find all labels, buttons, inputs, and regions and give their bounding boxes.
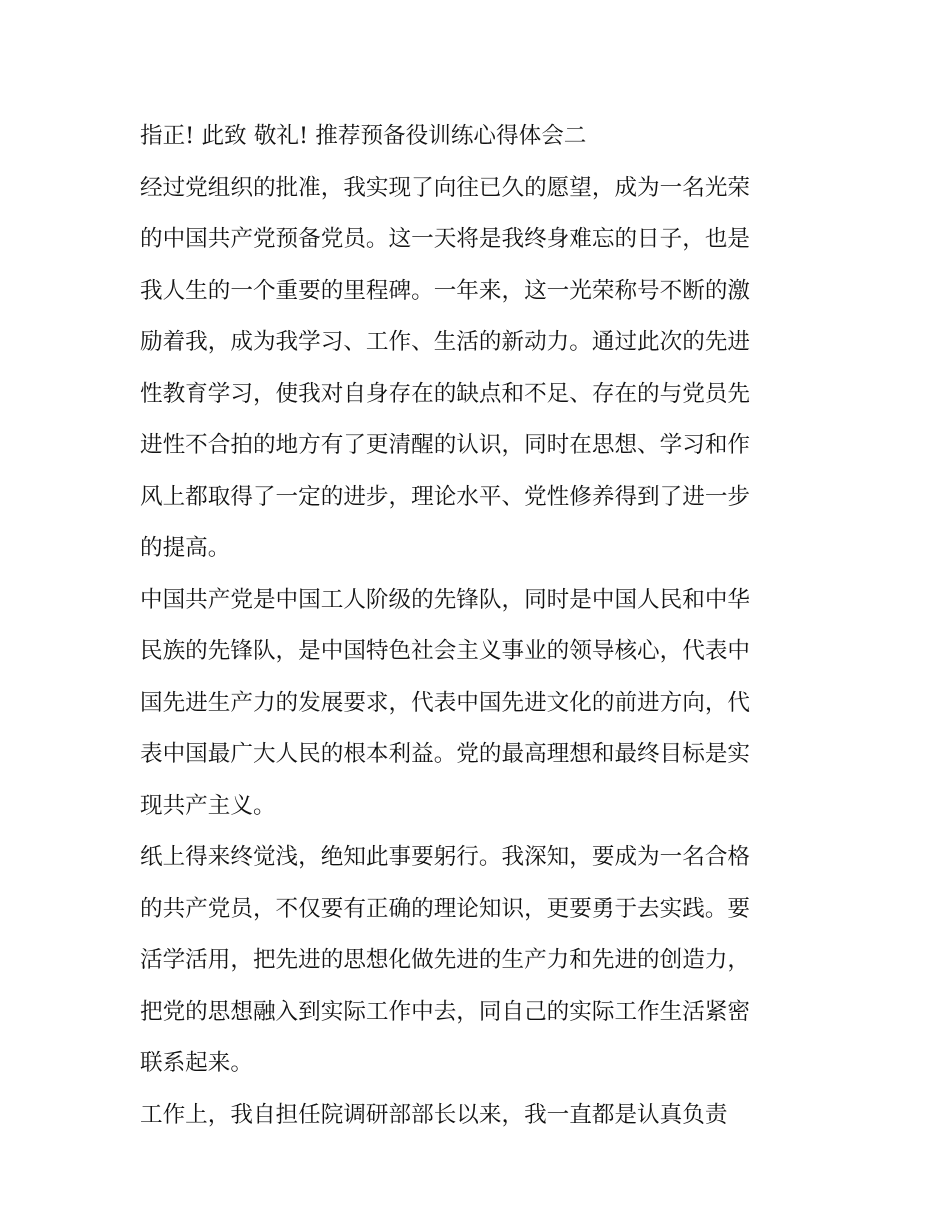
- text-line: 的共产党员，不仅要有正确的理论知识，更要勇于去实践。要: [140, 895, 751, 922]
- text-line: 纸上得来终觉浅，绝知此事要躬行。我深知，要成为一名合格: [140, 844, 751, 870]
- text-line: 的中国共产党预备党员。这一天将是我终身难忘的日子，也是: [140, 226, 751, 252]
- text-line: 活学活用，把先进的思想化做先进的生产力和先进的创造力，: [140, 947, 751, 973]
- text-line: 我人生的一个重要的里程碑。一年来，这一光荣称号不断的激: [140, 277, 751, 304]
- paragraph: [140, 575, 812, 833]
- text-line: 风上都取得了一定的进步，理论水平、党性修养得到了进一步: [140, 483, 751, 510]
- text-line: 现共产主义。: [140, 792, 276, 819]
- paragraph: [140, 163, 812, 575]
- text-line: 民族的先锋队，是中国特色社会主义事业的领导核心，代表中: [140, 638, 751, 664]
- text-line: 联系起来。: [140, 1050, 253, 1076]
- paragraph: [140, 1090, 812, 1142]
- text-line: 把党的思想融入到实际工作中去，同自己的实际工作生活紧密: [140, 998, 751, 1025]
- text-line: 进性不合拍的地方有了更清醒的认识，同时在思想、学习和作: [140, 432, 751, 458]
- text-line: 指正! 此致 敬礼! 推荐预备役训练心得体会二: [140, 123, 587, 149]
- text-line: 性教育学习，使我对自身存在的缺点和不足、存在的与党员先: [140, 380, 751, 407]
- document-body: [140, 111, 812, 1141]
- text-line: 工作上，我自担任院调研部部长以来，我一直都是认真负责: [140, 1101, 728, 1128]
- text-line: 表中国最广大人民的根本利益。党的最高理想和最终目标是实: [140, 741, 751, 767]
- text-line: 国先进生产力的发展要求，代表中国先进文化的前进方向，代: [140, 689, 751, 716]
- heading-paragraph: [140, 111, 812, 163]
- paragraph: [140, 832, 812, 1090]
- text-line: 中国共产党是中国工人阶级的先锋队，同时是中国人民和中华: [140, 586, 751, 613]
- text-line: 经过党组织的批准，我实现了向往已久的愿望，成为一名光荣: [140, 174, 751, 201]
- text-line: 的提高。: [140, 535, 231, 561]
- text-line: 励着我，成为我学习、工作、生活的新动力。通过此次的先进: [140, 329, 751, 355]
